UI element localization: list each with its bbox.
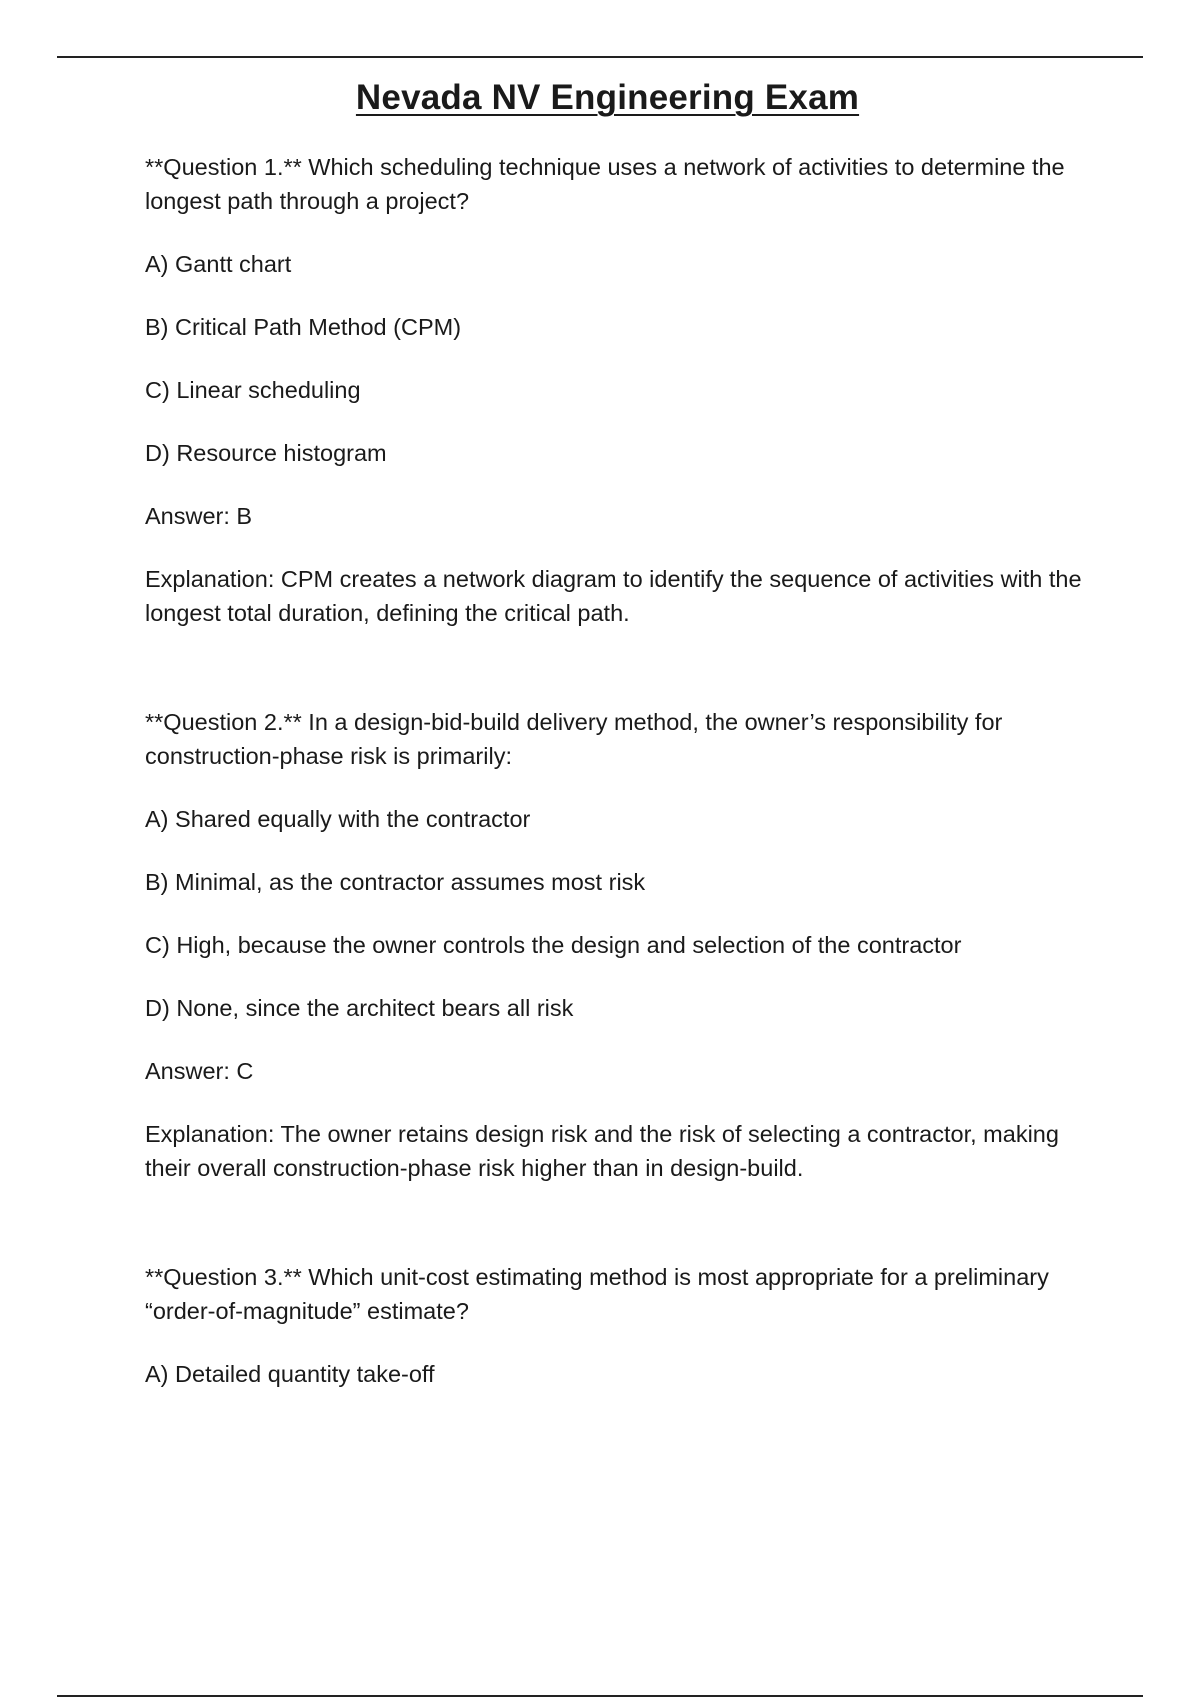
question-2-option-b: B) Minimal, as the contractor assumes most risk (145, 869, 646, 895)
question-1-answer: Answer: B (145, 503, 253, 529)
document-title: Nevada NV Engineering Exam (355, 78, 860, 117)
question-1-option-a: A) Gantt chart (145, 251, 292, 277)
question-2-answer: Answer: C (145, 1058, 254, 1084)
question-1-explanation: Explanation: CPM creates a network diagram to identify the sequence of activities with the longest total duration, defining the critical path. (145, 566, 1082, 626)
question-block-2 (145, 705, 1090, 1185)
question-2-text: **Question 2.** In a design-bid-build delivery method, the owner’s responsibility for construction-phase risk is primarily: (145, 709, 1003, 769)
bottom-rule (57, 1695, 1143, 1697)
question-1-option-c: C) Linear scheduling (145, 377, 361, 403)
section-spacer (145, 1185, 1090, 1260)
question-block-3 (145, 1260, 1090, 1391)
question-2-option-a: A) Shared equally with the contractor (145, 806, 531, 832)
question-block-1 (145, 150, 1090, 630)
question-1-text: **Question 1.** Which scheduling technique uses a network of activities to determine the longest path through a project? (145, 154, 1065, 214)
question-2-option-c: C) High, because the owner controls the design and selection of the contractor (145, 932, 962, 958)
document-page (145, 72, 1090, 1391)
top-rule (57, 56, 1143, 58)
question-2-explanation: Explanation: The owner retains design risk and the risk of selecting a contractor, making their overall construction-phase risk higher than in design-build. (145, 1121, 1059, 1181)
question-1-option-d: D) Resource histogram (145, 440, 387, 466)
section-spacer (145, 630, 1090, 705)
question-3-text: **Question 3.** Which unit-cost estimating method is most appropriate for a preliminary “order-of-magnitude” estimate? (145, 1264, 1049, 1324)
question-2-option-d: D) None, since the architect bears all risk (145, 995, 574, 1021)
question-1-option-b: B) Critical Path Method (CPM) (145, 314, 462, 340)
question-3-option-a: A) Detailed quantity take-off (145, 1361, 435, 1387)
